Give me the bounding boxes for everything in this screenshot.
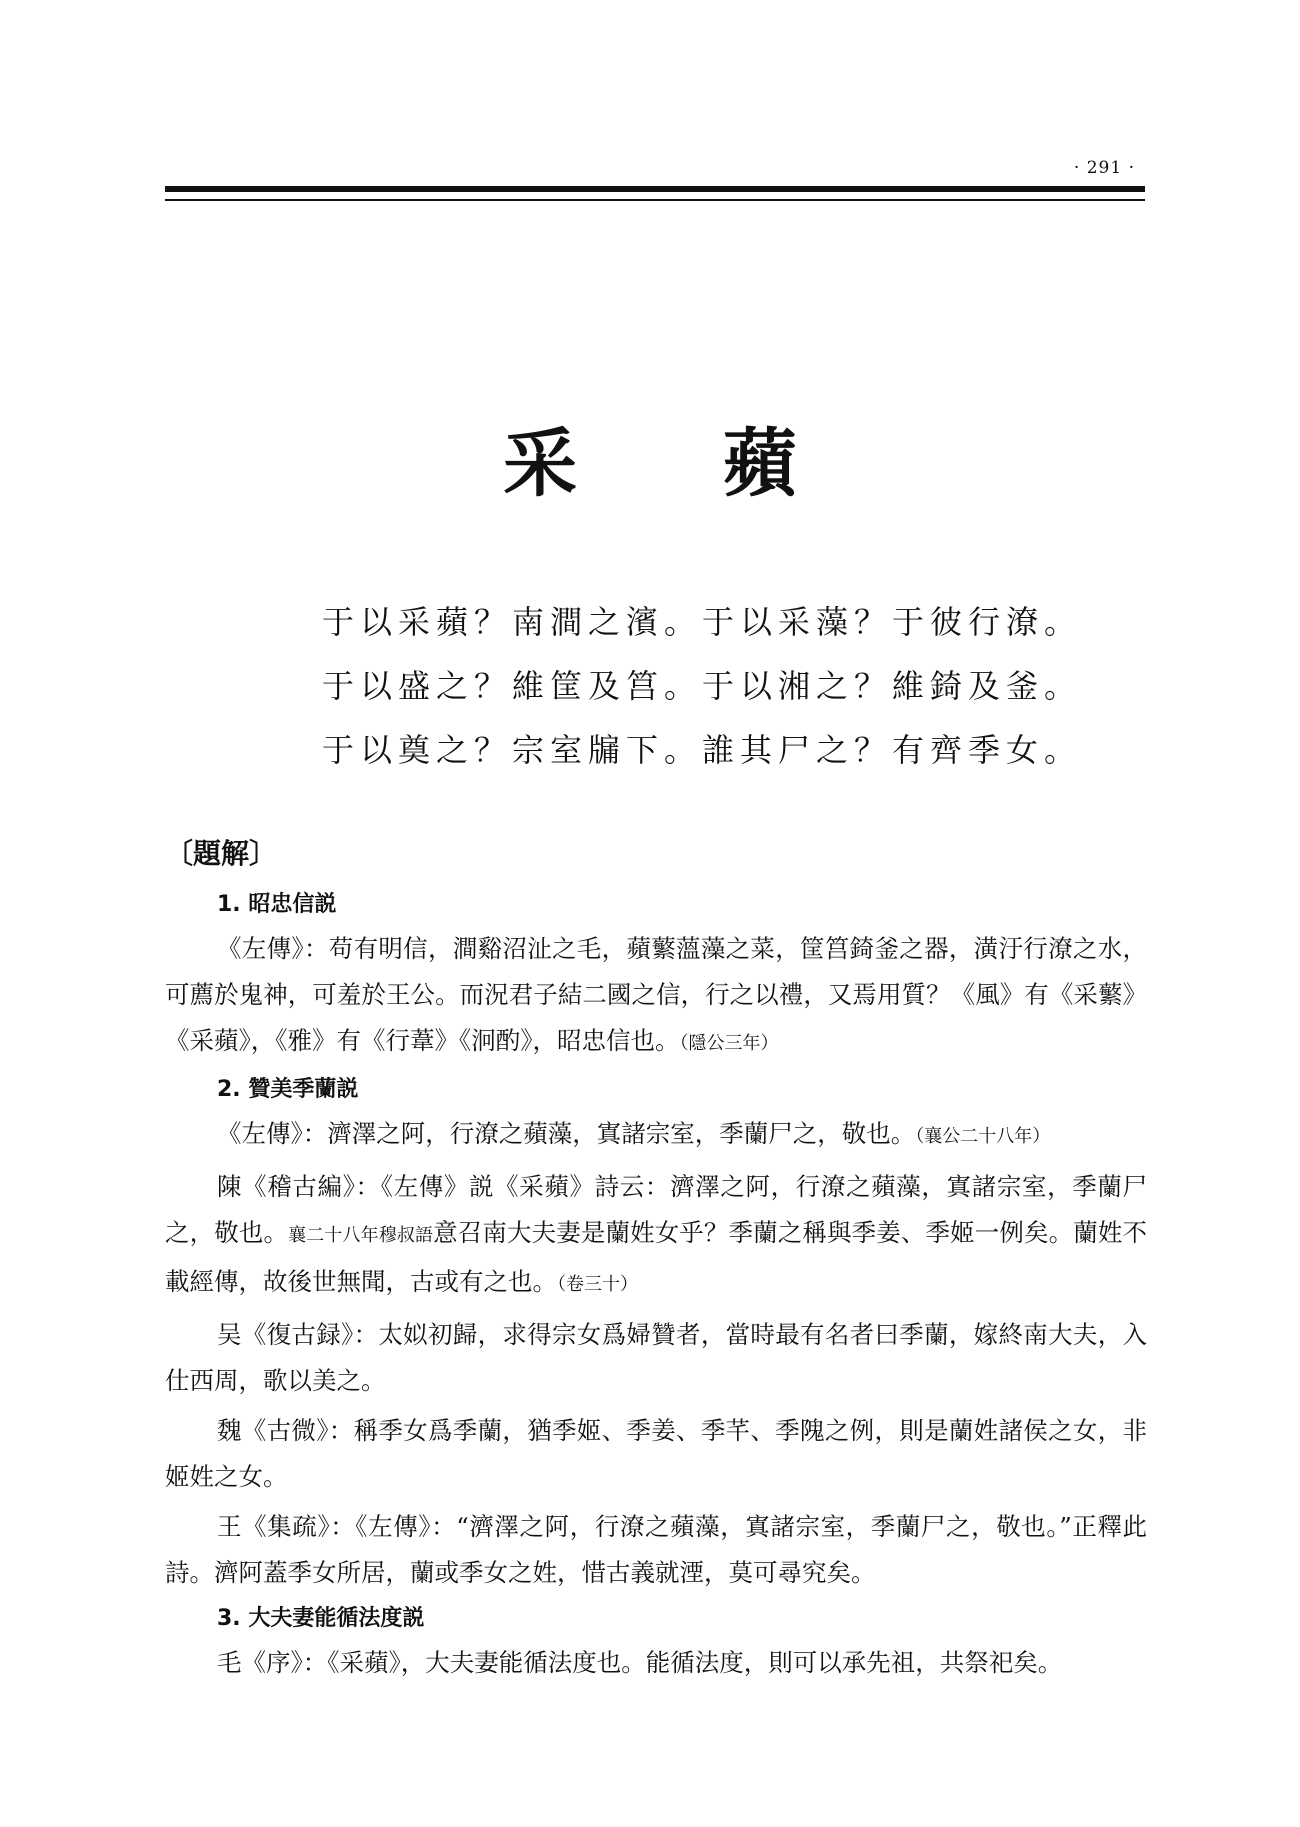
poem-line: 于以采蘋？南澗之濱。于以采藻？于彼行潦。 (322, 603, 1083, 641)
commentary-body (165, 886, 1147, 1690)
paragraph: 《左傳》：苟有明信，澗谿沼沚之毛，蘋蘩薀藻之菜，筐筥錡釜之器，潢汙行潦之水，可薦於鬼神，可羞於王公。而況君子結二國之信，行之以禮，又焉用質？《風》有《采蘩》《采蘋》，《雅》有《行葦》《泂酌》，昭忠信也。（隱公三年） (165, 934, 1147, 1055)
paragraph: 毛《序》：《采蘋》，大夫妻能循法度也。能循法度，則可以承先祖，共祭祀矣。 (217, 1648, 1063, 1677)
paragraph: 陳《稽古編》：《左傳》説《采蘋》詩云：濟澤之阿，行潦之蘋藻，寘諸宗室，季蘭尸之，敬也。襄二十八年穆叔語意召南大夫妻是蘭姓女乎？季蘭之稱與季姜、季姬一例矣。蘭姓不載經傳，故後世無聞，古或有之也。（卷三十） (165, 1172, 1148, 1296)
citation-note: （襄公二十八年） (915, 1126, 1051, 1147)
poem-line: 于以奠之？宗室牖下。誰其尸之？有齊季女。 (322, 731, 1083, 769)
sub-heading-3: 3. 大夫妻能循法度説 (217, 1606, 425, 1631)
citation-note: （卷三十） (557, 1274, 638, 1295)
header-rule-thin (165, 199, 1145, 201)
sub-heading-2: 2. 贊美季蘭説 (217, 1077, 359, 1102)
poem-title: 采 蘋 (503, 421, 857, 507)
page-number: · 291 · (1073, 158, 1135, 178)
inline-note: 襄二十八年穆叔語 (288, 1225, 434, 1246)
paragraph: 《左傳》：濟澤之阿，行潦之蘋藻，寘諸宗室，季蘭尸之，敬也。（襄公二十八年） (217, 1119, 1051, 1148)
sub-heading-1: 1. 昭忠信説 (217, 892, 337, 917)
section-heading: 〔題解〕 (165, 837, 278, 870)
citation-note: （隱公三年） (679, 1033, 779, 1054)
paragraph: 魏《古微》：稱季女爲季蘭，猶季姬、季姜、季芊、季隗之例，則是蘭姓諸侯之女，非姬姓之女。 (165, 1416, 1147, 1491)
poem (322, 590, 1082, 782)
poem-line: 于以盛之？維筐及筥。于以湘之？維錡及釜。 (322, 667, 1083, 705)
paragraph: 吴《復古録》：太姒初歸，求得宗女爲婦贊者，當時最有名者曰季蘭，嫁終南大夫，入仕西周，歌以美之。 (165, 1320, 1147, 1395)
paragraph: 王《集疏》：《左傳》：“濟澤之阿，行潦之蘋藻，寘諸宗室，季蘭尸之，敬也。”正釋此詩。濟阿蓋季女所居，蘭或季女之姓，惜古義就湮，莫可尋究矣。 (165, 1512, 1147, 1587)
header-rule (165, 186, 1145, 192)
